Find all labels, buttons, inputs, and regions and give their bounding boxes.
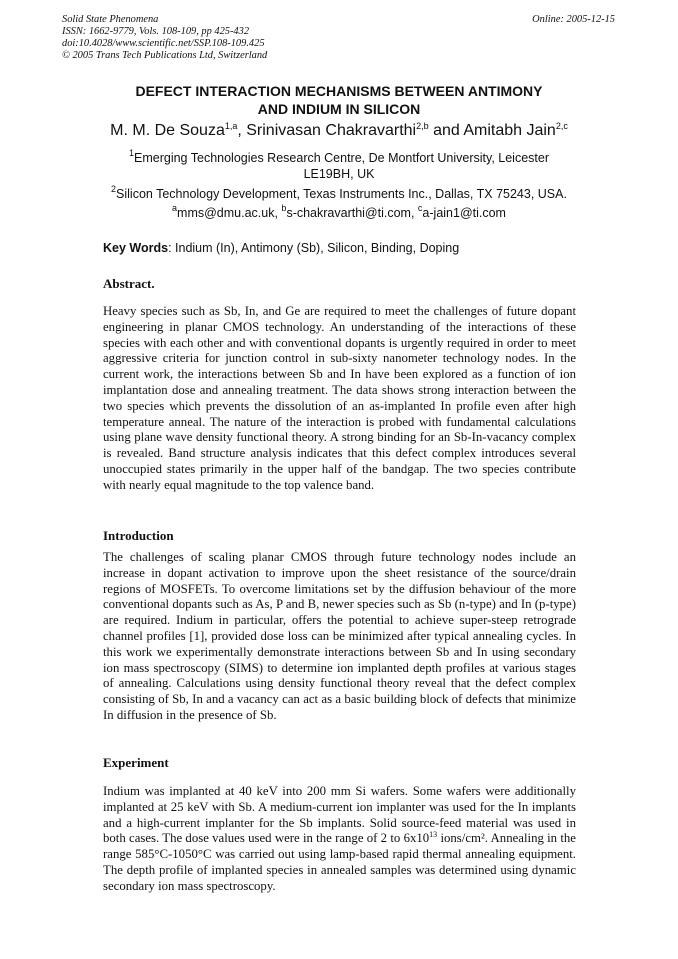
affiliation-2-mark: 2 xyxy=(111,184,117,194)
email-c-mark: c xyxy=(417,203,423,213)
copyright-line: © 2005 Trans Tech Publications Ltd, Switzerland xyxy=(62,50,268,61)
affiliation-2-text: Silicon Technology Development, Texas Instruments Inc., Dallas, TX 75243, USA. xyxy=(116,187,567,201)
experiment-text xyxy=(103,784,576,895)
keywords-text: : Indium (In), Antimony (Sb), Silicon, Binding, Doping xyxy=(168,241,460,255)
online-date: Online: 2005-12-15 xyxy=(532,14,615,25)
dose-exponent: 13 xyxy=(429,830,438,840)
title-line-1: DEFECT INTERACTION MECHANISMS BETWEEN ANTIMONY xyxy=(135,83,543,99)
email-list xyxy=(0,203,678,220)
email-a-mark: a xyxy=(172,203,178,213)
author-3: Amitabh Jain xyxy=(463,122,556,139)
author-separator: , xyxy=(237,122,247,139)
affiliation-1-line-2: LE19BH, UK xyxy=(303,167,375,181)
author-list xyxy=(0,122,678,140)
author-2: Srinivasan Chakravarthi xyxy=(246,122,417,139)
affiliation-1 xyxy=(100,150,578,182)
email-b[interactable]: s-chakravarthi@ti.com, xyxy=(286,206,418,220)
experiment-heading: Experiment xyxy=(103,755,169,770)
experiment-text-part-2: ions/cm². Annealing in the range 585°C-1050°C was carried out using lamp-based rapid thermal annealing equipment. The depth profile of implanted species in annealed samples was determined using dynamic secondary ion mass spectroscopy. xyxy=(103,831,576,893)
author-1-affiliation-mark: 1,a xyxy=(224,121,238,131)
author-3-affiliation-mark: 2,c xyxy=(555,121,568,131)
email-b-mark: b xyxy=(281,203,287,213)
keywords-label: Key Words xyxy=(103,241,169,255)
email-a[interactable]: mms@dmu.ac.uk, xyxy=(177,206,282,220)
introduction-text: The challenges of scaling planar CMOS through future technology nodes include an increase in dopant activation to improve upon the sheet resistance of the source/drain regions of MOSFETs. To overcome limitations set by the diffusion behaviour of the more conventional dopants such as As, P and B, newer species such as Sb (n-type) and In (p-type) are required. Indium in particular, offers the potential to achieve super-steep retrograde channel profiles [1], provided dose loss can be minimized after typical annealing cycles. In this work we experimentally demonstrate interactions between Sb and In using secondary ion mass spectroscopy (SIMS) to determine ion implanted depth profiles at various stages of annealing. Calculations using density functional theory reveal that the defect complex consisting of Sb, In and a vacancy can act as a basic building block of defects that minimize In diffusion in the presence of Sb. xyxy=(103,550,576,722)
author-separator: and xyxy=(428,122,464,139)
title-line-2: AND INDIUM IN SILICON xyxy=(257,101,421,117)
paper-title xyxy=(100,82,578,118)
keywords xyxy=(103,241,459,255)
journal-metadata xyxy=(62,14,267,62)
email-c[interactable]: a-jain1@ti.com xyxy=(422,206,506,220)
affiliation-1-mark: 1 xyxy=(128,148,134,158)
doi-line: doi:10.4028/www.scientific.net/SSP.108-109.425 xyxy=(62,38,265,49)
affiliation-1-line-1 xyxy=(100,150,578,166)
author-1: M. M. De Souza xyxy=(110,122,225,139)
affiliation-1-text: Emerging Technologies Research Centre, De Montfort University, Leicester xyxy=(134,151,550,165)
affiliation-2 xyxy=(100,186,578,202)
abstract-text: Heavy species such as Sb, In, and Ge are required to meet the challenges of future dopant engineering in planar CMOS technology. An understanding of the interactions of these species with each other and with conventional dopants is urgently required in order to meet aggressive criteria for junction control in sub-sixty nanometer technology nodes. In the current work, the interactions between Sb and In have been explored as a function of ion implantation dose and annealing treatment. The data shows strong interaction between the two species which prevents the dissolution of an as-implanted In profile even after high temperature anneal. The nature of the interaction is probed with fundamental calculations using plane wave density functional theory. A strong binding for an Sb-In-vacancy complex is revealed. Band structure analysis indicates that this defect complex introduces several unoccupied states primarily in the upper half of the bandgap. The two species contribute with nearly equal magnitude to the top valence band. xyxy=(103,304,576,492)
author-2-affiliation-mark: 2,b xyxy=(416,121,429,131)
journal-name: Solid State Phenomena xyxy=(62,14,159,25)
issn-line: ISSN: 1662-9779, Vols. 108-109, pp 425-432 xyxy=(62,26,250,37)
introduction-heading: Introduction xyxy=(103,528,174,543)
experiment-text-part-1: Indium was implanted at 40 keV into 200 mm Si wafers. Some wafers were additionally implanted at 25 keV with Sb. A medium-current ion implanter was used for the In implants and a high-current implanter for the Sb implants. Solid source-feed material was used in both cases. The dose values used were in the range of 2 to 6x10 xyxy=(103,784,576,846)
abstract-heading: Abstract. xyxy=(103,276,155,291)
